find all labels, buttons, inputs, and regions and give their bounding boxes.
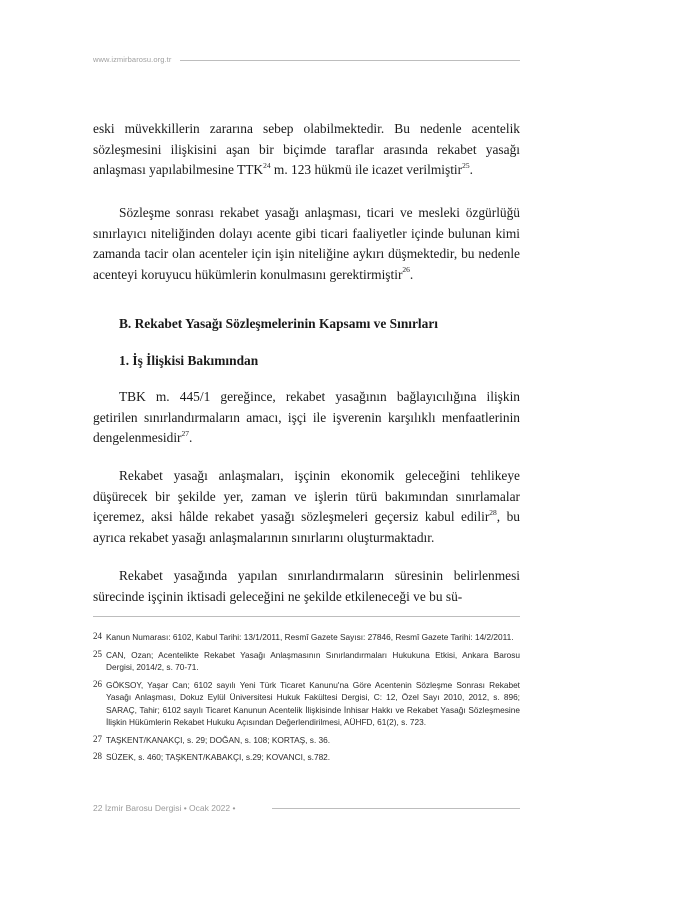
p1-mid: m. 123 hükmü ile icazet verilmiştir xyxy=(270,162,463,177)
footnote-number: 27 xyxy=(93,733,102,744)
paragraph-1 xyxy=(93,119,520,181)
p2-text: Sözleşme sonrası rekabet yasağı anlaşması, ticari ve mesleki özgürlüğü sınırlayıcı niteliğinden dolayı acente gibi ticari faaliyetler içinde bulunan kimi zamanda tacir olan acenteler için işin niteliğine aykırı düşmektedir, bu nedenle acenteyi koruyucu hükümlerin konulmasını gerektirmiştir xyxy=(93,205,520,282)
footnote-text: SÜZEK, s. 460; TAŞKENT/KABAKÇI, s.29; KOVANCI, s.782. xyxy=(106,752,331,762)
footnote-28 xyxy=(93,751,520,764)
paragraph-5 xyxy=(93,566,520,607)
footnote-ref-28[interactable]: 28 xyxy=(489,507,497,517)
header-url: www.izmirbarosu.org.tr xyxy=(93,55,172,64)
footnote-number: 28 xyxy=(93,751,102,761)
p4-end: , bu ayrıca rekabet yasağı anlaşmalarının sınırlarını oluşturmaktadır. xyxy=(93,509,520,545)
footnote-number: 25 xyxy=(93,648,102,659)
p3-end: . xyxy=(189,430,193,445)
p1-end: . xyxy=(469,162,473,177)
p5-text: Rekabet yasağında yapılan sınırlandırmaların süresinin belirlenmesi sürecinde işçinin iktisadi geleceğini ne şekilde etkileneceği ve bu sü- xyxy=(93,568,520,604)
footnote-text: CAN, Ozan; Acentelikte Rekabet Yasağı Anlaşmasının Sınırlandırmaları Hukukuna Etkisi, Ankara Barosu Dergisi, 2014/2, s. 70-71. xyxy=(106,649,520,672)
footnote-number: 24 xyxy=(93,631,102,641)
subsection-heading-1: 1. İş İlişkisi Bakımından xyxy=(119,353,259,368)
footnote-ref-25[interactable]: 25 xyxy=(462,160,470,170)
footnote-ref-24[interactable]: 24 xyxy=(263,160,271,170)
paragraph-4 xyxy=(93,466,520,548)
footnote-text: GÖKSOY, Yaşar Can; 6102 sayılı Yeni Türk Ticaret Kanunu'na Göre Acentenin Sözleşme Sonrası Rekabet Yasağı Anlaşması, Dokuz Eylül Üniversitesi Hukuk Fakültesi Dergisi, C: 12, Özel Sayı 2010, 2012, s. 896; SARAÇ, Tahir; 6102 sayılı Ticaret Kanunun Acentelik İlişkisinde İnhisar Hakkı ve Rekabet Yasağı Sözleşmesine İlişkin Hükümlerin Rekabet Hukuku Açısından Değerlendirilmesi, AÜHFD, 61(2), s. 723. xyxy=(106,679,520,727)
p3-text: TBK m. 445/1 gereğince, rekabet yasağının bağlayıcılığına ilişkin getirilen sınırlandırmaların amacı, işçi ile işverenin karşılıklı menfaatlerinin dengelenmesidir xyxy=(93,389,520,445)
footnote-divider xyxy=(93,616,520,617)
paragraph-2 xyxy=(93,203,520,285)
footnote-ref-27[interactable]: 27 xyxy=(181,428,189,438)
footnote-27 xyxy=(93,734,520,747)
footnote-text: TAŞKENT/KANAKÇI, s. 29; DOĞAN, s. 108; KORTAŞ, s. 36. xyxy=(106,734,331,745)
footer-divider xyxy=(272,808,520,809)
footnote-number: 26 xyxy=(93,678,102,689)
paragraph-3 xyxy=(93,387,520,449)
footnote-25 xyxy=(93,649,520,674)
p4-text: Rekabet yasağı anlaşmaları, işçinin ekonomik geleceğini tehlikeye düşürecek bir şekilde yer, zaman ve işlerin türü bakımından sınırlamalar içeremez, aksi hâlde rekabet yasağı sözleşmeleri geçersiz kabul edilir xyxy=(93,468,520,524)
p1-text: eski müvekkillerin zararına sebep olabilmektedir. Bu nedenle acentelik sözleşmesini ilişkisini aşan bir biçimde taraflar arasında rekabet yasağı anlaşması yapılabilmesine TTK xyxy=(93,121,520,177)
header-divider xyxy=(180,60,520,61)
footnotes xyxy=(93,631,520,769)
section-heading-b: B. Rekabet Yasağı Sözleşmelerinin Kapsamı ve Sınırları xyxy=(119,316,439,331)
footnote-ref-26[interactable]: 26 xyxy=(402,265,410,275)
p2-end: . xyxy=(409,266,414,282)
page-footer: 22 İzmir Barosu Dergisi • Ocak 2022 • xyxy=(93,803,236,813)
footnote-text: Kanun Numarası: 6102, Kabul Tarihi: 13/1/2011, Resmî Gazete Sayısı: 27846, Resmî Gazete Tarihi: 14/2/2011. xyxy=(106,632,514,642)
footnote-24 xyxy=(93,631,520,644)
footnote-26 xyxy=(93,679,520,729)
